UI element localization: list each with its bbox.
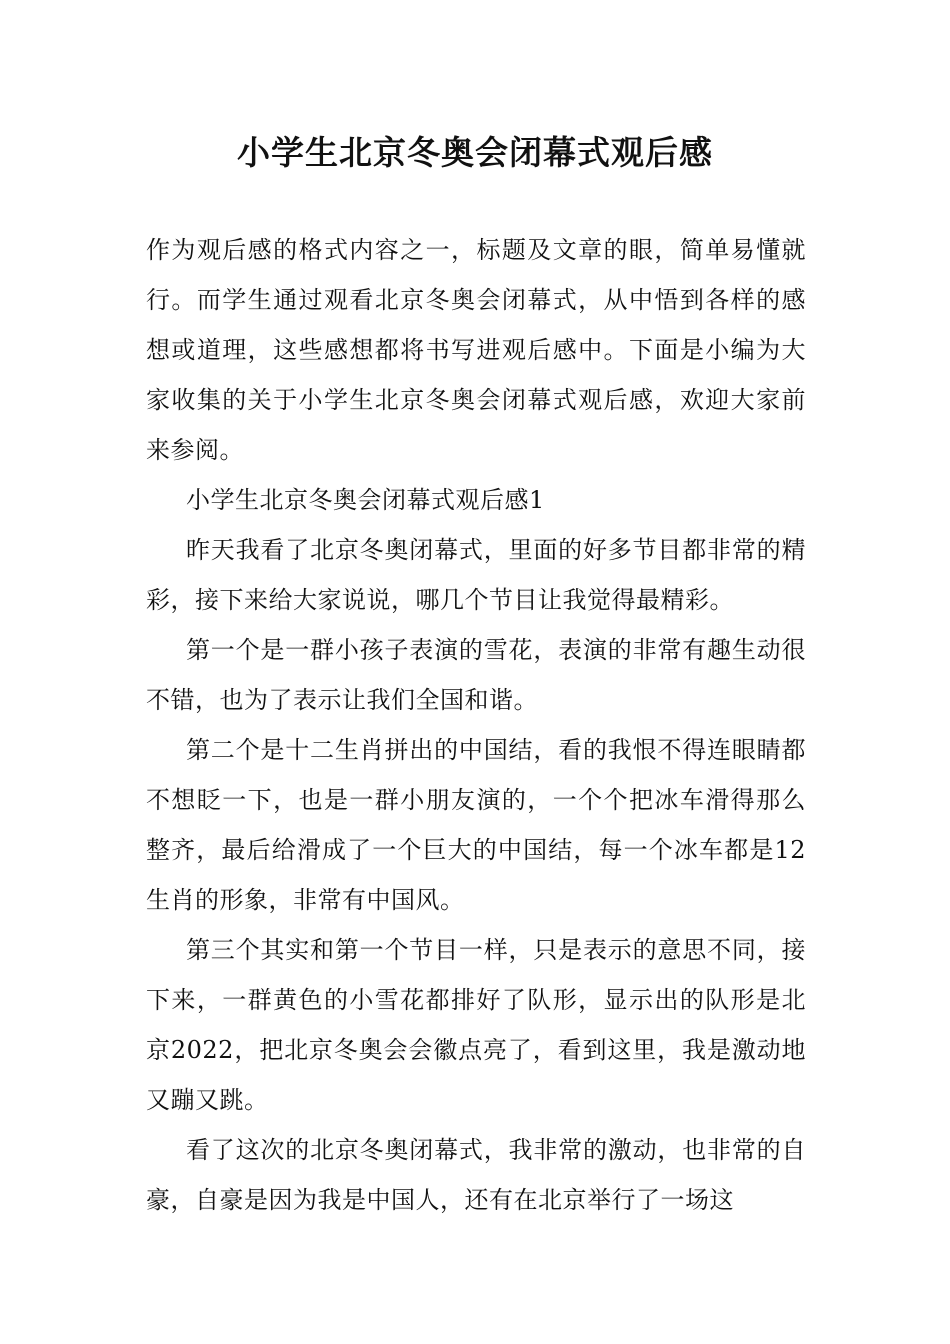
paragraph: 看了这次的北京冬奥闭幕式，我非常的激动，也非常的自豪，自豪是因为我是中国人，还有在北京举行了一场这 [146,1136,806,1214]
document-title: 小学生北京冬奥会闭幕式观后感 [237,133,713,172]
paragraph: 第三个其实和第一个节目一样，只是表示的意思不同，接下来，一群黄色的小雪花都排好了队形，显示出的队形是北京2022，把北京冬奥会会徽点亮了，看到这里，我是激动地又蹦又跳。 [146,936,806,1114]
document-body [146,225,806,1225]
paragraph: 昨天我看了北京冬奥闭幕式，里面的好多节目都非常的精彩，接下来给大家说说，哪几个节目让我觉得最精彩。 [146,536,806,614]
section-heading: 小学生北京冬奥会闭幕式观后感1 [186,486,545,514]
paragraph: 第一个是一群小孩子表演的雪花，表演的非常有趣生动很不错，也为了表示让我们全国和谐。 [146,636,806,714]
paragraph-intro: 作为观后感的格式内容之一，标题及文章的眼，简单易懂就行。而学生通过观看北京冬奥会闭幕式，从中悟到各样的感想或道理，这些感想都将书写进观后感中。下面是小编为大家收集的关于小学生北京冬奥会闭幕式观后感，欢迎大家前来参阅。 [146,236,806,464]
paragraph: 第二个是十二生肖拼出的中国结，看的我恨不得连眼睛都不想眨一下，也是一群小朋友演的，一个个把冰车滑得那么整齐，最后给滑成了一个巨大的中国结，每一个冰车都是12生肖的形象，非常有中国风。 [146,736,806,914]
